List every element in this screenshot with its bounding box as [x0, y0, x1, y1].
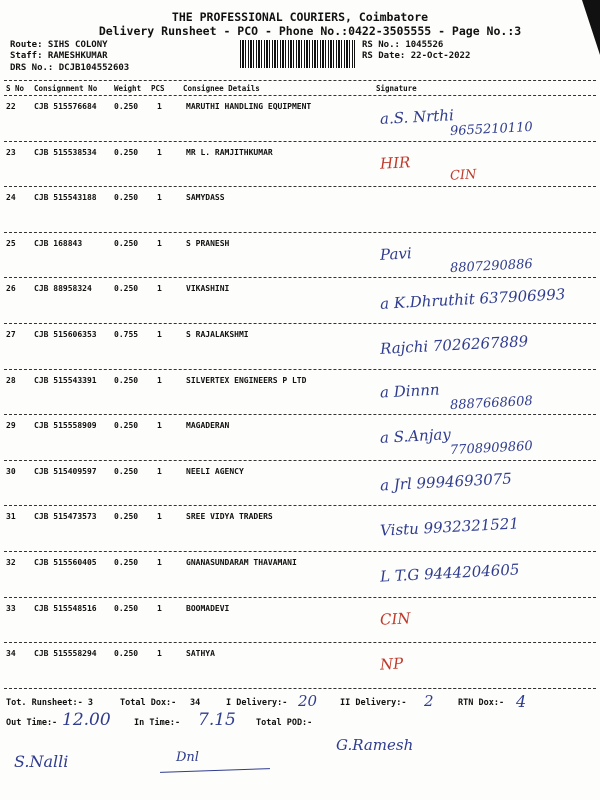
row-pcs: 1	[157, 512, 162, 522]
row-divider	[4, 642, 596, 643]
row-divider	[4, 141, 596, 142]
row-consignment-no: CJB 515409597	[34, 466, 97, 476]
row-consignee: S RAJALAKSHMI	[186, 330, 249, 339]
row-divider	[4, 232, 596, 233]
barcode	[240, 40, 355, 68]
row-consignee: NEELI AGENCY	[186, 466, 244, 476]
out-time-value: 12.00	[62, 710, 111, 730]
row-weight: 0.250	[114, 193, 139, 203]
row-signature: a.S. Nrthi	[379, 106, 455, 128]
row-pcs: 1	[157, 147, 162, 157]
row-sno: 24	[6, 193, 16, 203]
signature-2: Dnl	[176, 750, 199, 765]
row-signature-detail: 9655210110	[449, 119, 534, 140]
row-signature: Vistu 9932321521	[379, 514, 520, 541]
col-consignment: Consignment No	[34, 84, 98, 93]
row-pcs: 1	[157, 193, 162, 203]
total-dox-label: Total Dox:-	[120, 698, 177, 708]
signature-2-underline	[160, 768, 270, 773]
row-consignment-no: CJB 515543391	[34, 375, 97, 385]
in-time-label: In Time:-	[134, 718, 181, 728]
total-pod-label: Total POD:-	[256, 718, 313, 728]
ii-delivery-value: 2	[424, 692, 434, 710]
row-consignment-no: CJB 515538534	[34, 147, 97, 157]
rtn-dox-label: RTN Dox:-	[458, 698, 505, 708]
row-weight: 0.250	[114, 603, 139, 613]
row-consignee: SAMYDASS	[186, 193, 225, 203]
row-divider	[4, 323, 596, 324]
signature-3: G.Ramesh	[336, 736, 414, 754]
row-sno: 32	[6, 558, 16, 567]
col-weight: Weight	[114, 84, 142, 93]
row-weight: 0.250	[114, 147, 139, 157]
row-consignment-no: CJB 515558909	[34, 421, 97, 431]
row-divider	[4, 597, 596, 598]
row-signature: HIR	[379, 152, 411, 173]
row-pcs: 1	[157, 466, 162, 476]
row-weight: 0.250	[114, 512, 139, 522]
row-signature: a Jrl 9994693075	[379, 469, 513, 495]
row-sno: 23	[6, 147, 16, 157]
row-sno: 22	[6, 102, 16, 111]
staff: Staff: RAMESHKUMAR	[10, 51, 108, 61]
row-signature-detail: 7708909860	[449, 439, 534, 459]
row-divider	[4, 186, 596, 187]
header-bottom-rule	[4, 95, 596, 96]
drs-number: DRS No.: DCJB104552603	[10, 63, 130, 73]
i-delivery-value: 20	[298, 692, 318, 710]
row-consignee: MAGADERAN	[186, 421, 230, 431]
row-consignment-no: CJB 515543188	[34, 193, 97, 203]
row-sno: 25	[6, 238, 16, 248]
row-sno: 33	[6, 603, 16, 613]
rs-date: RS Date: 22-Oct-2022	[362, 51, 471, 61]
row-consignment-no: CJB 515548516	[34, 603, 97, 613]
row-divider	[4, 277, 596, 278]
row-signature: a S.Anjay	[379, 425, 452, 448]
row-consignment-no: CJB 515558294	[34, 649, 97, 659]
row-signature: L T.G 9444204605	[379, 560, 520, 586]
row-consignment-no: CJB 168843	[34, 238, 83, 248]
row-signature-detail: 8887668608	[449, 393, 534, 413]
ii-delivery-label: II Delivery:-	[340, 698, 407, 708]
row-consignment-no: CJB 515576684	[34, 102, 97, 111]
col-signature: Signature	[376, 84, 417, 93]
row-sno: 29	[6, 421, 16, 431]
row-weight: 0.250	[114, 284, 139, 294]
in-time-value: 7.15	[198, 710, 236, 730]
row-sno: 31	[6, 512, 16, 522]
row-weight: 0.250	[114, 466, 139, 476]
row-divider	[4, 460, 596, 461]
row-weight: 0.250	[114, 238, 139, 248]
total-dox-value: 34	[190, 698, 201, 708]
row-divider	[4, 369, 596, 370]
row-pcs: 1	[157, 558, 162, 567]
route: Route: SIHS COLONY	[10, 40, 108, 50]
row-consignee: SREE VIDYA TRADERS	[186, 512, 273, 522]
row-consignment-no: CJB 88958324	[34, 284, 92, 294]
row-pcs: 1	[157, 238, 162, 248]
row-signature: Pavi	[379, 243, 413, 264]
row-weight: 0.250	[114, 421, 139, 431]
company-title: THE PROFESSIONAL COURIERS, Coimbatore	[171, 10, 429, 24]
row-pcs: 1	[157, 330, 162, 339]
row-pcs: 1	[157, 102, 162, 111]
row-divider	[4, 551, 596, 552]
row-signature: a Dinnn	[379, 380, 440, 402]
row-consignee: GNANASUNDARAM THAVAMANI	[186, 558, 297, 567]
row-sno: 30	[6, 466, 16, 476]
row-sno: 34	[6, 649, 16, 659]
row-consignee: MR L. RAMJITHKUMAR	[186, 147, 273, 157]
signature-1: S.Nalli	[14, 752, 69, 771]
row-pcs: 1	[157, 603, 162, 613]
out-time-label: Out Time:-	[6, 718, 58, 728]
row-consignee: BOOMADEVI	[186, 603, 230, 613]
col-consignee: Consignee Details	[183, 84, 260, 93]
row-weight: 0.755	[114, 330, 139, 339]
rtn-dox-value: 4	[516, 692, 527, 711]
row-signature-detail: CIN	[449, 166, 477, 184]
row-sno: 26	[6, 284, 16, 294]
header-top-rule	[4, 80, 596, 81]
col-sno: S No	[6, 84, 25, 93]
i-delivery-label: I Delivery:-	[226, 698, 288, 708]
row-weight: 0.250	[114, 102, 139, 111]
row-sno: 28	[6, 375, 16, 385]
row-consignment-no: CJB 515606353	[34, 330, 97, 339]
row-sno: 27	[6, 330, 16, 339]
row-pcs: 1	[157, 649, 162, 659]
row-divider	[4, 505, 596, 506]
row-signature-detail: 8807290886	[449, 256, 534, 276]
row-consignee: SATHYA	[186, 649, 215, 659]
row-consignment-no: CJB 515560405	[34, 558, 97, 567]
row-weight: 0.250	[114, 649, 139, 659]
row-signature: NP	[379, 654, 404, 674]
row-consignee: VIKASHINI	[186, 284, 230, 294]
row-weight: 0.250	[114, 375, 139, 385]
runsheet-subtitle: Delivery Runsheet - PCO - Phone No.:0422-3505555 - Page No.:3	[98, 24, 522, 38]
rs-number: RS No.: 1045526	[362, 40, 444, 50]
row-weight: 0.250	[114, 558, 139, 567]
row-divider	[4, 414, 596, 415]
row-consignee: SILVERTEX ENGINEERS P LTD	[186, 375, 307, 385]
row-signature: Rajchi 7026267889	[379, 332, 529, 358]
row-pcs: 1	[157, 284, 162, 294]
tot-runsheet: Tot. Runsheet:- 3	[6, 698, 93, 708]
row-consignment-no: CJB 515473573	[34, 512, 97, 522]
col-pcs: PCS	[151, 84, 165, 93]
row-consignee: MARUTHI HANDLING EQUIPMENT	[186, 102, 312, 111]
row-consignee: S PRANESH	[186, 238, 230, 248]
row-pcs: 1	[157, 421, 162, 431]
footer-rule	[4, 688, 596, 689]
row-signature: a K.Dhruthit 637906993	[379, 285, 566, 314]
row-signature: CIN	[379, 608, 411, 629]
row-pcs: 1	[157, 375, 162, 385]
